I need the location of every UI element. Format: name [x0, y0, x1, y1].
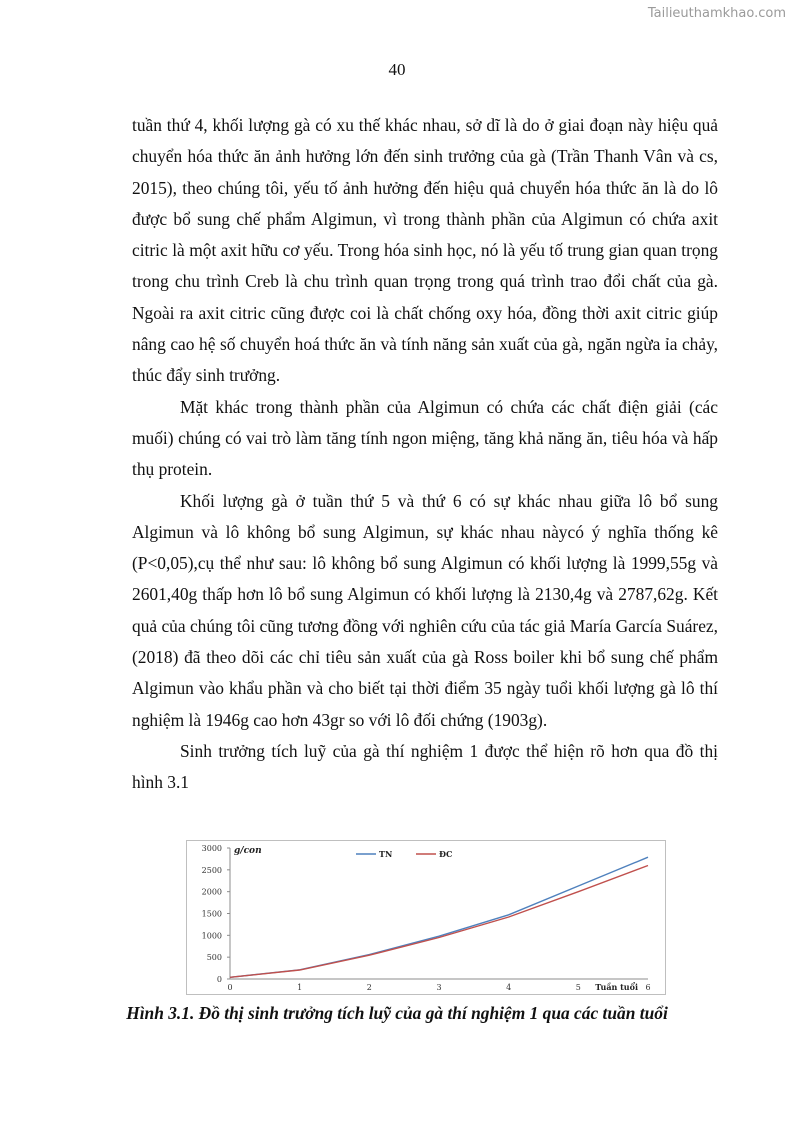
growth-chart	[186, 840, 666, 995]
y-axis-label: g/con	[234, 846, 262, 856]
x-tick-label: 2	[366, 983, 372, 992]
y-tick-label: 1000	[201, 931, 222, 941]
y-tick-label: 500	[206, 953, 222, 963]
x-tick-label: 0	[227, 983, 233, 992]
paragraph-4: Sinh trưởng tích luỹ của gà thí nghiệm 1 được thể hiện rõ hơn qua đồ thị hình 3.1	[132, 740, 718, 793]
x-tick-label: 6	[645, 983, 651, 992]
y-tick-label: 2000	[201, 887, 222, 897]
legend-label: TN	[379, 849, 393, 859]
page-number: 40	[388, 60, 406, 79]
series-line-tn	[230, 857, 648, 977]
figure-caption: Hình 3.1. Đồ thị sinh trưởng tích luỹ của gà thí nghiệm 1 qua các tuần tuổi	[126, 1003, 668, 1023]
chart-frame	[187, 841, 666, 995]
y-tick-label: 0	[216, 975, 222, 984]
x-tick-label: 4	[506, 983, 512, 992]
y-tick-label: 3000	[201, 844, 222, 853]
series-line-dc	[230, 866, 648, 978]
legend-label: ĐC	[439, 849, 453, 859]
x-tick-label: 3	[436, 983, 442, 992]
growth-chart-svg	[186, 840, 666, 995]
paragraph-3: Khối lượng gà ở tuần thứ 5 và thứ 6 có sự khác nhau giữa lô bổ sung Algimun và lô không bổ sung Algimun, sự khác nhau nàycó ý nghĩa thống kê (P<0,05),cụ thể như sau: lô không bổ sung Algimun có khối lượng là 1999,55g và 2601,40g thấp hơn lô bổ sung Algimun có khối lượng là 2130,4g và 2787,62g. Kết quả của chúng tôi cũng tương đồng với nghiên cứu của tác giả María García Suárez, (2018) đã theo dõi các chỉ tiêu sản xuất của gà Ross boiler khi bổ sung chế phẩm Algimun vào khẩu phần và cho biết tại thời điểm 35 ngày tuổi khối lượng gà lô thí nghiệm là 1946g cao hơn 43gr so với lô đối chứng (1903g).	[132, 490, 718, 730]
x-axis-label: Tuần tuổi	[595, 982, 638, 992]
y-tick-label: 2500	[201, 865, 222, 875]
paragraph-1: tuần thứ 4, khối lượng gà có xu thế khác nhau, sở dĩ là do ở giai đoạn này hiệu quả chuyển hóa thức ăn ảnh hưởng lớn đến sinh trưởng của gà (Trần Thanh Vân và cs, 2015), theo chúng tôi, yếu tố ảnh hưởng đến hiệu quả chuyển hóa thức ăn là do lô được bổ sung chế phẩm Algimun, vì trong thành phần của Algimun có chứa axit citric là một axit hữu cơ yếu. Trong hóa sinh học, nó là yếu tố trung gian quan trọng trong chu trình Creb là chu trình quan trọng trong quá trình trao đổi chất của gà. Ngoài ra axit citric cũng được coi là chất chống oxy hóa, đồng thời axit citric giúp nâng cao hệ số chuyển hoá thức ăn và tính năng sản xuất của gà, ngăn ngừa ỉa chảy, thúc đẩy sinh trưởng.	[132, 115, 718, 386]
x-tick-label: 5	[575, 983, 581, 992]
y-tick-label: 1500	[201, 909, 222, 919]
paragraph-2: Mặt khác trong thành phần của Algimun có chứa các chất điện giải (các muối) chúng có vai trò làm tăng tính ngon miệng, tăng khả năng ăn, tiêu hóa và hấp thụ protein.	[132, 396, 718, 480]
watermark: Tailieuthamkhao.com	[647, 6, 786, 21]
x-tick-label: 1	[297, 983, 303, 992]
body-text	[132, 110, 718, 799]
